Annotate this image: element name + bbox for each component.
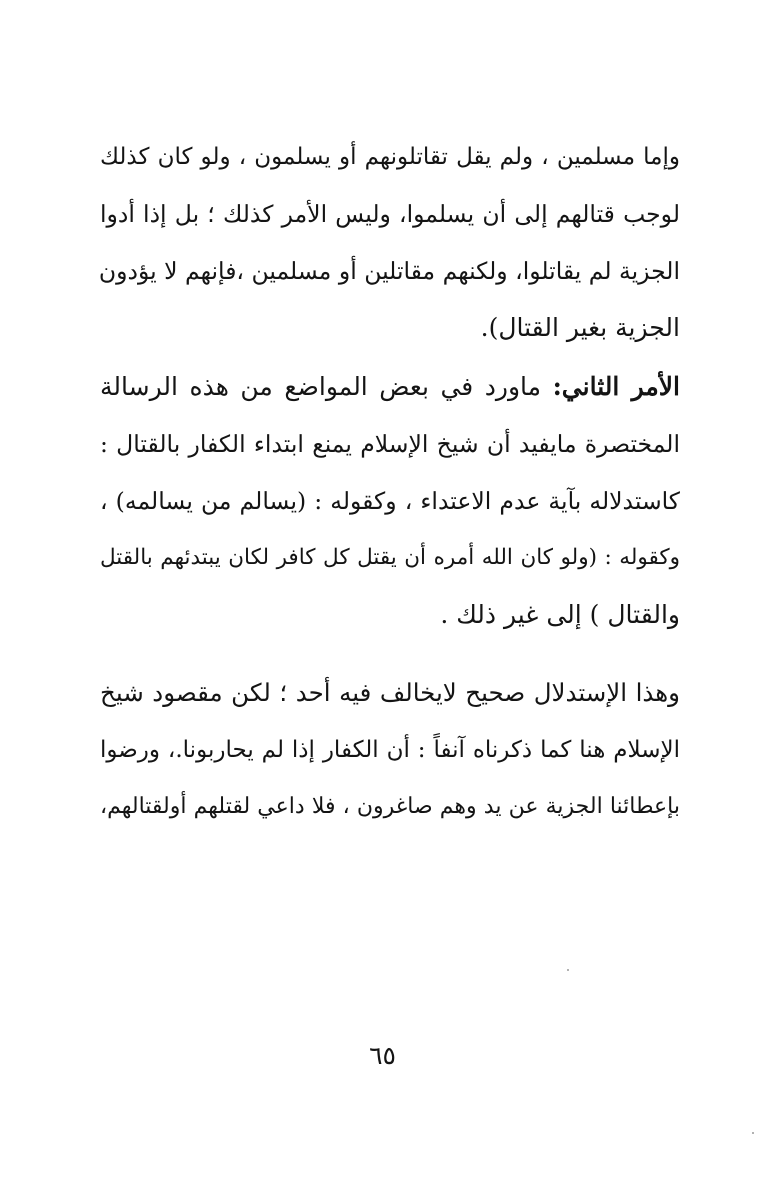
text-line: الإسلام هنا كما ذكرناه آنفاً : أن الكفار إذا لم يحاربونا.، ورضوا — [100, 737, 680, 763]
text-line: وهذا الإستدلال صحيح لايخالف فيه أحد ؛ لكن مقصود شيخ — [100, 678, 680, 707]
text-line: وكقوله : (ولو كان الله أمره أن يقتل كل كافر لكان يبتدئهم بالقتل — [100, 545, 680, 570]
text-line: الجزية بغير القتال). — [480, 313, 680, 342]
text-span: ماورد في بعض المواضع من هذه الرسالة — [100, 372, 553, 401]
scan-speck — [752, 1132, 754, 1134]
text-line: الجزية لم يقاتلوا، ولكنهم مقاتلين أو مسلمين ،فإنهم لا يؤدون — [98, 257, 680, 285]
text-line: وإما مسلمين ، ولم يقل تقاتلونهم أو يسلمون ، ولو كان كذلك — [100, 144, 680, 170]
text-line: بإعطائنا الجزية عن يد وهم صاغرون ، فلا داعي لقتلهم أولقتالهم، — [100, 794, 680, 819]
page-number: ٦٥ — [369, 1041, 396, 1070]
scan-speck — [567, 969, 569, 971]
text-line — [100, 367, 680, 407]
text-line: لوجب قتالهم إلى أن يسلموا، وليس الأمر كذلك ؛ بل إذا أدوا — [100, 200, 680, 228]
text-line: كاستدلاله بآية عدم الاعتداء ، وكقوله : (يسالم من يسالمه) ، — [100, 487, 680, 515]
text-line: المختصرة مايفيد أن شيخ الإسلام يمنع ابتداء الكفار بالقتال : — [100, 430, 680, 458]
text-line: والقتال ) إلى غير ذلك . — [440, 600, 680, 629]
section-heading: الأمر الثاني: — [552, 372, 680, 401]
